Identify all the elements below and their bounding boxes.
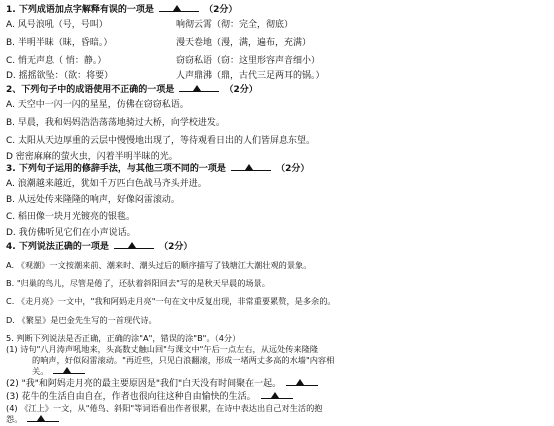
q1-option-b-right: 漫天卷地（漫，满，遍布，充满） bbox=[176, 38, 312, 48]
q2-option-a: A. 天空中一闪一闪的星星，仿佛在窃窃私语。 bbox=[6, 100, 189, 110]
q1-score: （2分） bbox=[204, 5, 238, 15]
q4-option-c: C. 《走月亮》一文中，"我和阿妈走月亮"一句在文中反复出现，非常重要累赘，是多余的。 bbox=[6, 296, 336, 306]
q3-score: （2分） bbox=[276, 164, 310, 174]
answer-blank[interactable] bbox=[114, 239, 154, 249]
triangle-marker-icon bbox=[128, 242, 136, 248]
answer-blank[interactable] bbox=[159, 2, 199, 12]
triangle-marker-icon bbox=[63, 367, 71, 373]
q4-stem-text: 4. 下列说法正确的一项是 bbox=[6, 242, 109, 252]
q2-option-c: C. 太阳从天边厚重的云层中慢慢地出现了，等待观看日出的人们皆屏息东望。 bbox=[6, 136, 316, 146]
q1-option-c-right: 窃窃私语（窃：这里形容声音细小） bbox=[176, 56, 321, 66]
answer-blank[interactable] bbox=[53, 364, 85, 374]
q4-option-d: D. 《繁星》是巴金先生写的一首现代诗。 bbox=[6, 315, 157, 325]
q1-option-b-left: B. 半明半昧（昧，昏暗。） bbox=[6, 38, 113, 48]
q1-option-a-right: 响彻云霄（彻：完全，彻底） bbox=[176, 20, 294, 30]
triangle-marker-icon bbox=[245, 164, 253, 170]
q1-stem-text: 1. 下列成语加点字解释有误的一项是 bbox=[6, 5, 154, 15]
q1-option-a bbox=[6, 18, 293, 32]
q3-option-c: C. 稻田像一块月光镀亮的银毯。 bbox=[6, 212, 136, 222]
q5-item-4-tail: 怨。 bbox=[6, 414, 23, 424]
q3-option-b: B. 从远处传来隆隆的响声，好像闷雷滚动。 bbox=[6, 195, 180, 205]
q5-item-1-line-2: 的响声，好似闷雷滚动。"再近些，只见白浪翻滚，形成一堵两丈多高的水墙"内容相 bbox=[32, 355, 335, 365]
answer-blank[interactable] bbox=[286, 376, 318, 386]
triangle-marker-icon bbox=[271, 392, 279, 398]
q3-stem bbox=[6, 161, 309, 176]
q1-option-a-left: A. 风号浪吼（号，号叫） bbox=[6, 20, 108, 30]
triangle-marker-icon bbox=[173, 5, 181, 11]
q2-stem-text: 2、下列句子中的成语使用不正确的一项是 bbox=[6, 85, 175, 95]
triangle-marker-icon bbox=[193, 85, 201, 91]
q5-stem: 5. 判断下列说法是否正确，正确的涂"A"，错误的涂"B"。（4分） bbox=[6, 333, 241, 343]
answer-blank[interactable] bbox=[261, 389, 293, 399]
answer-blank[interactable] bbox=[27, 412, 59, 422]
answer-blank[interactable] bbox=[179, 82, 219, 92]
q1-option-c bbox=[6, 54, 320, 68]
q3-stem-text: 3. 下列句子运用的修辞手法，与其他三项不同的一项是 bbox=[6, 164, 226, 174]
q3-option-d: D. 我仿佛听见它们在小声说话。 bbox=[6, 228, 136, 238]
q5-item-3-text: (3) 花牛的生活自由自在，作者也很向往这种自由愉快的生活。 bbox=[6, 392, 256, 402]
q5-item-2-text: (2) "我"和阿妈走月亮的最主要原因是"我们"白天没有时间聚在一起。 bbox=[6, 379, 282, 389]
q1-option-d-right: 人声鼎沸（鼎，古代三足两耳的锅。） bbox=[176, 71, 325, 81]
q1-option-c-left: C. 悄无声息（ 悄：静。） bbox=[6, 56, 107, 66]
triangle-marker-icon bbox=[296, 379, 304, 385]
q1-option-d-left: D. 摇摇欲坠：（欲：将要） bbox=[6, 71, 114, 81]
q2-option-b: B. 早晨，我和妈妈浩浩荡荡地骑过大桥，向学校进发。 bbox=[6, 118, 225, 128]
q4-score: （2分） bbox=[159, 242, 193, 252]
q4-option-a: A. 《观潮》一文按潮来前、潮来时、潮头过后的顺序描写了钱塘江大潮壮观的景象。 bbox=[6, 260, 312, 270]
q1-option-d bbox=[6, 69, 325, 83]
q2-option-d: D 密密麻麻的萤火虫，闪着半明半昧的光。 bbox=[6, 152, 178, 162]
q2-score: （2分） bbox=[224, 85, 258, 95]
q5-item-1-line-1: (1) 诗句"八月涛声吼地来，头高数丈触山回"与课文中"午后一点左右，从远处传来隆隆 bbox=[6, 344, 319, 354]
q5-item-1-tail: 关。 bbox=[32, 366, 49, 376]
q3-option-a: A. 浪潮越来越近，犹如千万匹白色战马齐头并进。 bbox=[6, 179, 207, 189]
q4-stem bbox=[6, 239, 192, 254]
triangle-marker-icon bbox=[37, 415, 45, 421]
q4-option-b: B. "归巢的鸟儿，尽管是倦了，还驮着斜阳回去"写的是秋天早晨的场景。 bbox=[6, 278, 270, 288]
q5-item-4-line-2 bbox=[6, 412, 61, 426]
q2-stem bbox=[6, 82, 258, 97]
q1-stem bbox=[6, 2, 237, 17]
q5-item-4-line-1: (4) 《江上》一文，从"倦鸟、斜阳"等词语看出作者很累，在诗中表达出自己对生活的抱 bbox=[6, 403, 323, 413]
q1-option-b bbox=[6, 36, 311, 50]
answer-blank[interactable] bbox=[231, 161, 271, 171]
